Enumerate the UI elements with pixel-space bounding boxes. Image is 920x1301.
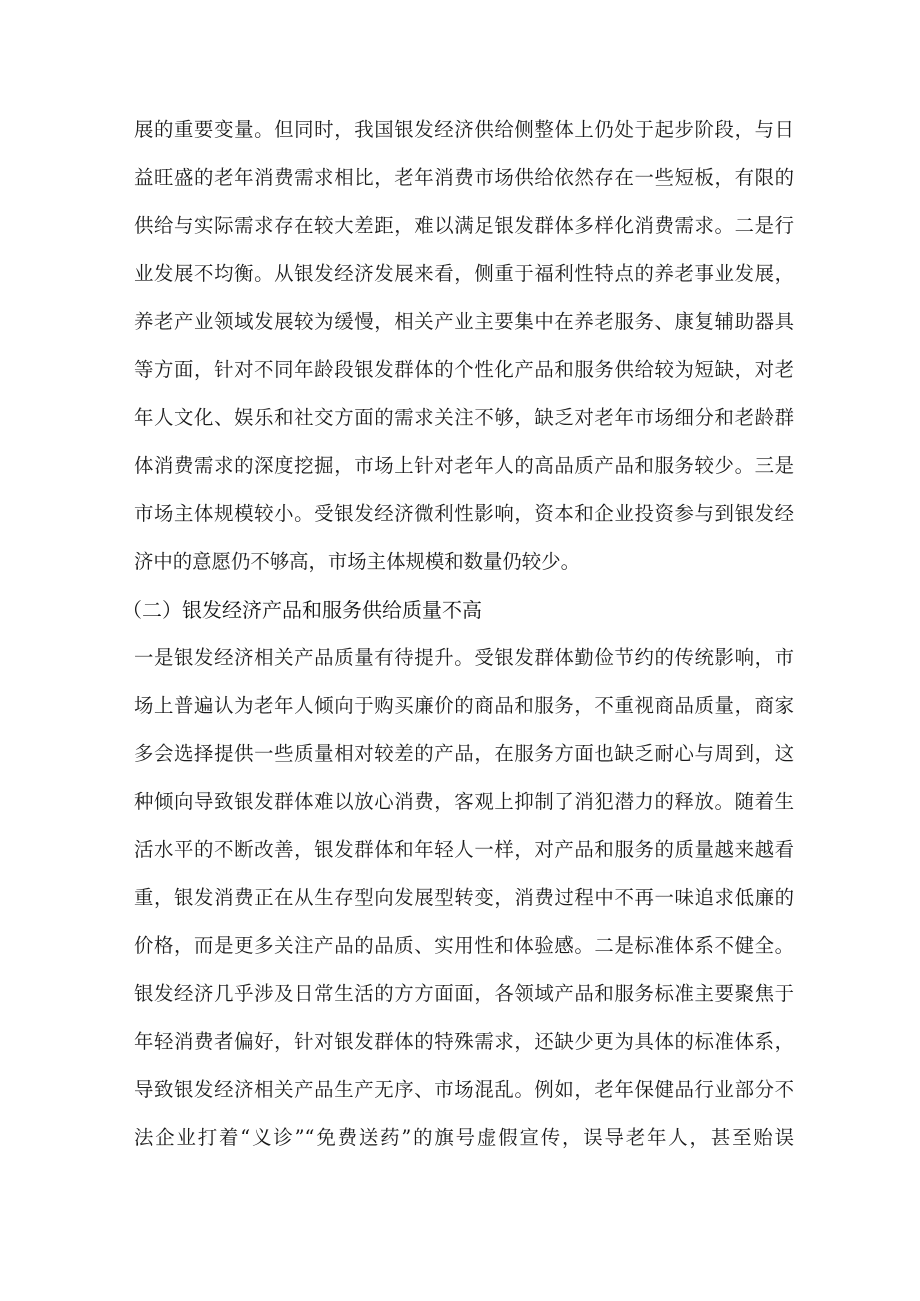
paragraph-line: 展的重要变量。但同时，我国银发经济供给侧整体上仍处于起步阶段，与日: [134, 118, 794, 141]
paragraph-line: 场上普遍认为老年人倾向于购买廉价的商品和服务，不重视商品质量，商家: [134, 694, 794, 717]
paragraph-line: 年轻消费者偏好，针对银发群体的特殊需求，还缺少更为具体的标准体系，: [134, 1030, 794, 1053]
paragraph-line: 多会选择提供一些质量相对较差的产品，在服务方面也缺乏耐心与周到，这: [134, 742, 794, 765]
paragraph-line: 价格，而是更多关注产品的品质、实用性和体验感。二是标准体系不健全。: [134, 934, 794, 957]
paragraph-line: 业发展不均衡。从银发经济发展来看，侧重于福利性特点的养老事业发展，: [134, 262, 794, 285]
paragraph-line: 一是银发经济相关产品质量有待提升。受银发群体勤俭节约的传统影响，市: [134, 646, 794, 669]
paragraph-line: 银发经济几乎涉及日常生活的方方面面，各领域产品和服务标准主要聚焦于: [134, 982, 794, 1005]
paragraph-line: 重，银发消费正在从生存型向发展型转变，消费过程中不再一味追求低廉的: [134, 886, 794, 909]
paragraph-line: 等方面，针对不同年龄段银发群体的个性化产品和服务供给较为短缺，对老: [134, 358, 794, 381]
section-heading: （二）银发经济产品和服务供给质量不高: [122, 598, 482, 622]
paragraph-line: 年人文化、娱乐和社交方面的需求关注不够，缺乏对老年市场细分和老龄群: [134, 406, 794, 429]
paragraph-line: 导致银发经济相关产品生产无序、市场混乱。例如，老年保健品行业部分不: [134, 1078, 794, 1101]
paragraph-line: 供给与实际需求存在较大差距，难以满足银发群体多样化消费需求。二是行: [134, 214, 794, 237]
paragraph-line: 市场主体规模较小。受银发经济微利性影响，资本和企业投资参与到银发经: [134, 502, 794, 525]
paragraph-line: 养老产业领域发展较为缓慢，相关产业主要集中在养老服务、康复辅助器具: [134, 310, 794, 333]
paragraph-line: 活水平的不断改善，银发群体和年轻人一样，对产品和服务的质量越来越看: [134, 838, 794, 861]
paragraph-line: 法企业打着“义诊”“免费送药”的旗号虚假宣传，误导老年人，甚至贻误: [134, 1126, 794, 1149]
paragraph-line: 种倾向导致银发群体难以放心消费，客观上抑制了消犯潜力的释放。随着生: [134, 790, 794, 813]
paragraph-line: 体消费需求的深度挖掘，市场上针对老年人的高品质产品和服务较少。三是: [134, 454, 794, 477]
paragraph-line: 益旺盛的老年消费需求相比，老年消费市场供给依然存在一些短板，有限的: [134, 166, 794, 189]
paragraph-line: 济中的意愿仍不够高，市场主体规模和数量仍较少。: [134, 550, 580, 573]
